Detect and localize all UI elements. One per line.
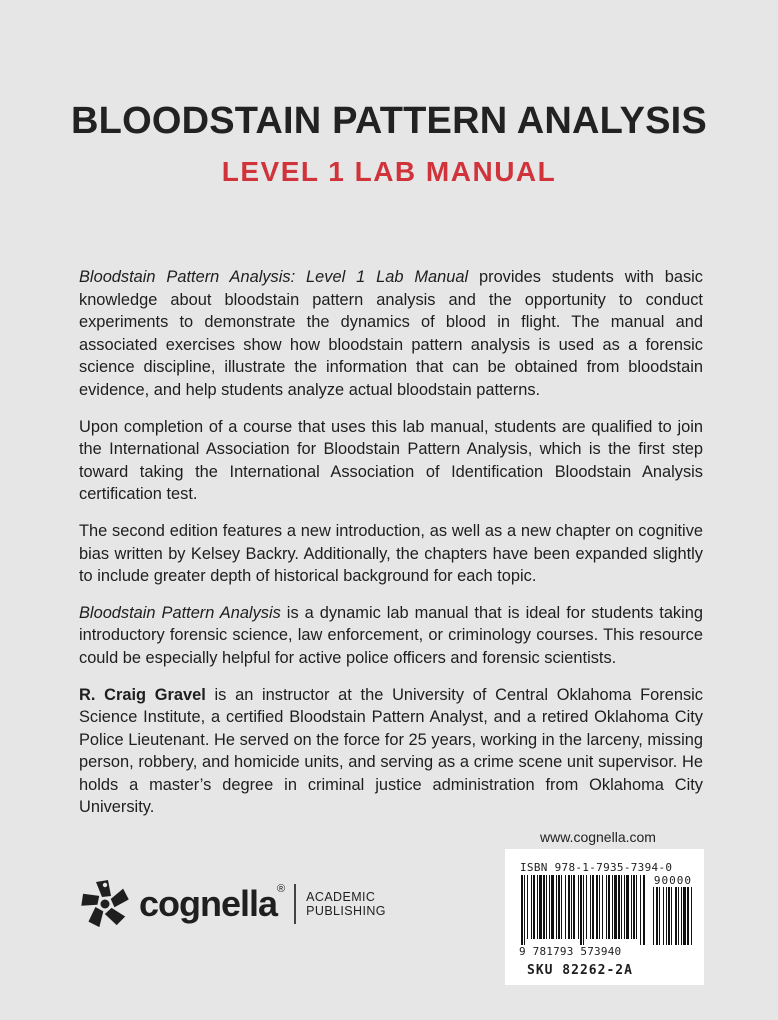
addon-bar (668, 887, 670, 945)
barcode-bar (618, 875, 620, 939)
barcode-bar (631, 875, 632, 939)
book-title-italic-short: Bloodstain Pattern Analysis (79, 603, 281, 622)
book-title: BLOODSTAIN PATTERN ANALYSIS (71, 100, 707, 142)
price-addon-label: 90000 (653, 874, 692, 887)
paragraph-3: The second edition features a new introduction, as well as a new chapter on cognitive bias written by Kelsey Backry. Additionally, the chapters have been expanded slightly to include greater depth of historical background for each topic. (79, 521, 703, 586)
paragraph-1-text: provides students with basic knowledge about bloodstain pattern analysis and the opportunity to conduct experiments to demonstrate the dynamics of blood in flight. The manual and associated exercises show how bloodstain pattern analysis is used as a forensic science discipline, illustrate the information that can be obtained from bloodstain evidence, and help students analyze actual bloodstain patterns. (79, 268, 703, 399)
barcode-bar (573, 875, 575, 939)
barcode-bar (543, 875, 545, 939)
barcode-bar (606, 875, 607, 939)
barcode-bar (626, 875, 629, 939)
barcode-bar (592, 875, 594, 939)
barcode-bar (521, 875, 523, 945)
barcode-bar (633, 875, 635, 939)
cognella-mark-icon (79, 878, 131, 930)
barcode-bar (551, 875, 554, 939)
barcode-bar (602, 875, 603, 939)
paragraph-4-text: is a dynamic lab manual that is ideal for students taking introductory forensic science, law enforcement, or criminology courses. This resource could be especially helpful for active police officers and forensic scientists. (79, 603, 704, 667)
addon-bar (671, 887, 672, 945)
imprint-line-2: PUBLISHING (306, 904, 386, 918)
addon-bar (681, 887, 682, 945)
barcode-bar (596, 875, 598, 939)
addon-bar (691, 887, 692, 945)
barcode-bar (533, 875, 535, 939)
addon-bar (678, 887, 679, 945)
isbn-label: ISBN 978-1-7935-7394-0 (520, 861, 673, 874)
barcode-bar (561, 875, 562, 939)
barcode-bar (643, 875, 645, 945)
barcode-bar (571, 875, 572, 939)
barcode-number: 9 781793 573940 (519, 945, 622, 958)
barcode-bar (568, 875, 570, 939)
addon-bar (656, 887, 658, 945)
barcode-bar (565, 875, 566, 939)
barcode-bar (578, 875, 579, 939)
barcode-bar (599, 875, 600, 939)
addon-bar (687, 887, 689, 945)
logo-divider (294, 884, 296, 924)
publisher-wordmark (139, 883, 284, 925)
registered-mark: ® (277, 883, 285, 895)
barcode-bar (621, 875, 622, 939)
barcode-bar (614, 875, 617, 939)
author-bio (79, 684, 703, 820)
imprint-line-1: ACADEMIC (306, 890, 376, 904)
addon-bar (666, 887, 667, 945)
barcode-bar (586, 875, 587, 939)
publisher-logo (79, 876, 386, 932)
barcode-bar (640, 875, 641, 945)
barcode-bar (583, 875, 584, 945)
addon-bar (653, 887, 654, 945)
barcode-bar (624, 875, 625, 939)
barcode-bar (527, 875, 528, 939)
book-title-italic: Bloodstain Pattern Analysis: Level 1 Lab Manual (79, 268, 469, 286)
author-bio-text: is an instructor at the University of Central Oklahoma Forensic Science Institute, a certified Bloodstain Pattern Analyst, and a retired Oklahoma City Police Lieutenant. He served on the force for 25 years, working in the larceny, missing person, robbery, and homicide units, and serving as a crime scene unit supervisor. He holds a master’s degree in criminal justice administration from Oklahoma City University. (79, 685, 703, 817)
back-cover-description (79, 266, 703, 833)
barcode-bar (612, 875, 613, 939)
addon-bar (675, 887, 677, 945)
paragraph-1 (79, 266, 703, 402)
barcode-bar (580, 875, 582, 945)
barcode-bar (539, 875, 542, 939)
publisher-imprint (306, 890, 386, 918)
barcode-bar (556, 875, 557, 939)
barcode-bar (531, 875, 532, 939)
author-name: R. Craig Gravel (79, 685, 206, 704)
addon-bar (663, 887, 664, 945)
book-subtitle: LEVEL 1 LAB MANUAL (221, 156, 557, 187)
addon-bar (659, 887, 660, 945)
barcode-bar (636, 875, 637, 939)
paragraph-4 (79, 602, 703, 670)
barcode-bar (537, 875, 538, 939)
paragraph-2: Upon completion of a course that uses this lab manual, students are qualified to join the International Association for Bloodstain Pattern Analysis, which is the first step toward taking the International Association of Identification Bloodstain Analysis certification test. (79, 417, 703, 504)
barcode-bar (546, 875, 547, 939)
barcode-bar (590, 875, 591, 939)
barcode-bar (558, 875, 560, 939)
barcode-bar (549, 875, 550, 939)
barcode-bar (608, 875, 610, 939)
addon-bar (683, 887, 686, 945)
publisher-name: cognella (139, 883, 278, 924)
barcode-bar (524, 875, 525, 945)
barcode-panel (505, 849, 704, 985)
publisher-website: www.cognella.com (540, 829, 656, 845)
sku-label: SKU 82262-2A (527, 963, 633, 978)
